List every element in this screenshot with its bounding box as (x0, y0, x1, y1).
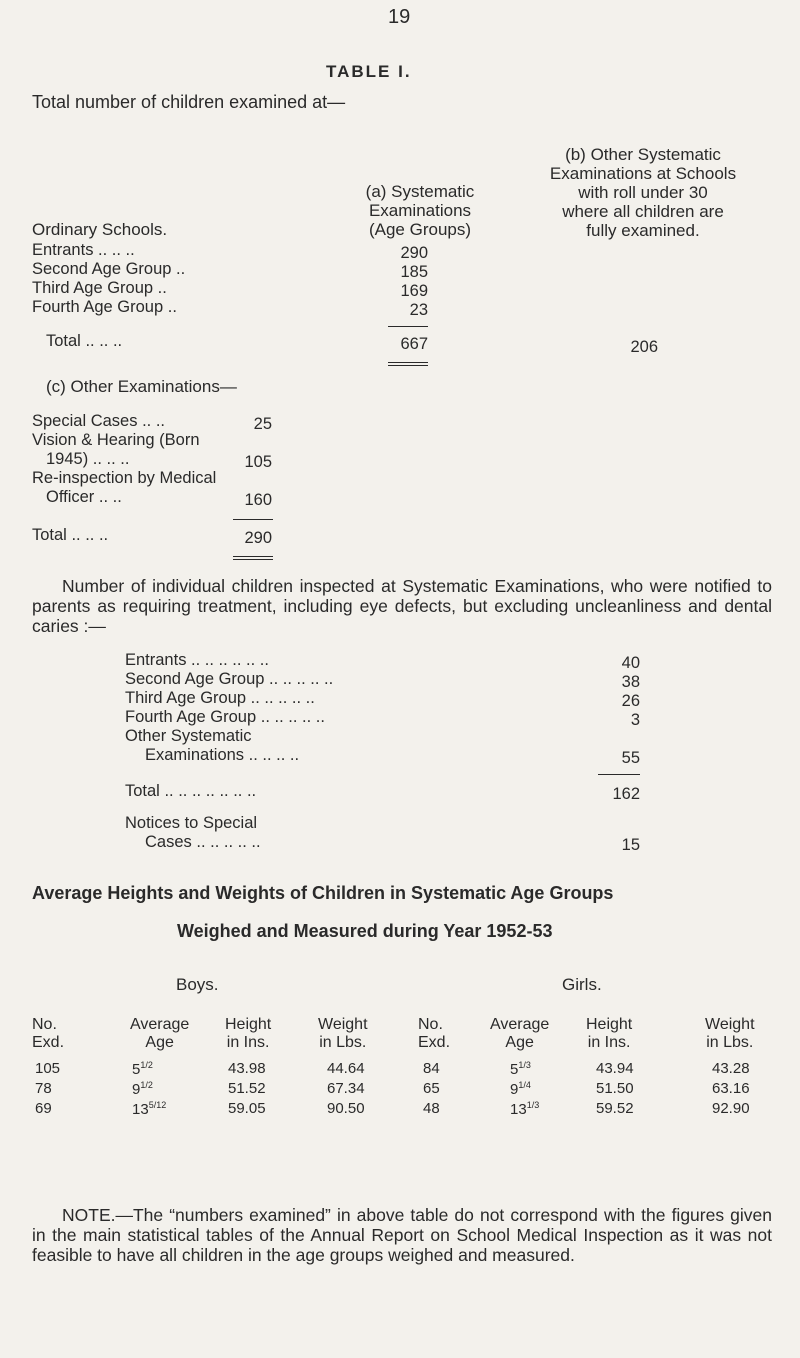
total-double-rule-1 (388, 362, 428, 363)
table-title: TABLE I. (326, 62, 412, 81)
age-whole: 9 (132, 1081, 141, 1098)
intro-text: Total number of children examined at— (32, 92, 346, 112)
hw-cell-girls-height: 51.50 (596, 1080, 634, 1097)
treat-label-second: Second Age Group .. .. .. .. .. (125, 670, 334, 688)
treat-label-entrants: Entrants .. .. .. .. .. .. (125, 651, 269, 669)
value-reinspection: 160 (244, 491, 272, 509)
treat-value-other: 55 (621, 749, 640, 767)
row-label-entrants: Entrants .. .. .. (32, 241, 135, 259)
boys-weight-header: Weight in Lbs. (318, 1016, 368, 1051)
boys-height-header: Height in Ins. (225, 1016, 272, 1051)
girls-label: Girls. (562, 975, 602, 994)
treat-subtotal-rule (598, 774, 640, 775)
row-label-other-total: Total .. .. .. (32, 526, 109, 544)
treat-value-fourth: 3 (630, 711, 640, 729)
hw-cell-girls-age (510, 1100, 539, 1118)
other-double-rule-2 (233, 559, 273, 560)
hw-cell-girls-age (510, 1080, 531, 1098)
heights-heading-1: Average Heights and Weights of Children in Systematic Age Groups (32, 883, 614, 903)
column-b-line4: where all children are (562, 202, 724, 221)
row-label-second-age-group: Second Age Group .. (32, 260, 186, 278)
value-special-cases: 25 (253, 415, 272, 433)
treat-value-total: 162 (612, 785, 640, 803)
hw-cell-girls-height: 59.52 (596, 1100, 634, 1117)
hw-cell-boys-weight: 90.50 (327, 1100, 365, 1117)
value-total-a: 667 (400, 335, 428, 353)
hw-cell-girls-no: 65 (423, 1080, 440, 1097)
age-whole: 13 (132, 1101, 149, 1118)
page-number: 19 (388, 6, 411, 28)
hw-cell-girls-no: 84 (423, 1060, 440, 1077)
hw-cell-boys-weight: 67.34 (327, 1080, 365, 1097)
girls-height-header: Height in Ins. (586, 1016, 633, 1051)
column-b-line5: fully examined. (586, 221, 700, 240)
hw-cell-boys-age (132, 1100, 166, 1118)
column-b-line3: with roll under 30 (578, 183, 708, 202)
hw-cell-boys-no: 105 (35, 1060, 61, 1077)
row-label-total: Total .. .. .. (46, 332, 123, 350)
other-exams-heading: (c) Other Examinations— (46, 377, 237, 396)
hw-cell-girls-weight: 63.16 (712, 1080, 750, 1097)
girls-weight-header: Weight in Lbs. (705, 1016, 755, 1051)
age-fraction: 1/2 (140, 1080, 153, 1090)
row-label-vision-hearing: Vision & Hearing (Born (32, 431, 200, 449)
note-paragraph: NOTE.—The “numbers examined” in above table do not correspond with the figures given in the main statistical tables of the Annual Report on School Medical Inspection as it was not feasible to have all children in the age groups weighed and measured. (32, 1205, 772, 1265)
treat-label-other-2: Examinations .. .. .. .. (145, 746, 300, 764)
age-fraction: 5/12 (148, 1100, 167, 1110)
hw-cell-boys-no: 78 (35, 1080, 52, 1097)
boys-label: Boys. (176, 975, 219, 994)
hw-cell-girls-age (510, 1060, 531, 1078)
column-b-line1: (b) Other Systematic (565, 145, 721, 164)
value-third-age-group: 169 (400, 282, 428, 300)
treat-label-fourth: Fourth Age Group .. .. .. .. .. (125, 708, 325, 726)
age-fraction: 1/3 (526, 1100, 540, 1110)
row-label-third-age-group: Third Age Group .. (32, 279, 167, 297)
value-vision-hearing: 105 (244, 453, 272, 471)
hw-cell-girls-height: 43.94 (596, 1060, 634, 1077)
age-fraction: 1/3 (518, 1060, 531, 1070)
value-total-b: 206 (630, 338, 658, 356)
hw-cell-girls-no: 48 (423, 1100, 440, 1117)
hw-cell-boys-height: 43.98 (228, 1060, 266, 1077)
treat-value-third: 26 (621, 692, 640, 710)
boys-no-header: No. Exd. (32, 1016, 65, 1051)
value-other-total: 290 (244, 529, 272, 547)
treat-value-second: 38 (621, 673, 640, 691)
age-whole: 5 (510, 1061, 519, 1078)
girls-no-header: No. Exd. (418, 1016, 451, 1051)
hw-cell-boys-weight: 44.64 (327, 1060, 365, 1077)
row-label-vision-hearing-2: 1945) .. .. .. (46, 450, 130, 468)
value-second-age-group: 185 (400, 263, 428, 281)
treat-value-entrants: 40 (621, 654, 640, 672)
hw-cell-girls-weight: 43.28 (712, 1060, 750, 1077)
treat-label-other: Other Systematic (125, 727, 252, 745)
column-a-line3: (Age Groups) (368, 220, 472, 239)
age-whole: 9 (510, 1081, 519, 1098)
hw-cell-boys-no: 69 (35, 1100, 52, 1117)
treat-label-notices: Notices to Special (125, 814, 258, 832)
value-fourth-age-group: 23 (409, 301, 428, 319)
subtotal-rule (388, 326, 428, 327)
row-label-special-cases: Special Cases .. .. (32, 412, 165, 430)
row-label-fourth-age-group: Fourth Age Group .. (32, 298, 177, 316)
age-fraction: 1/4 (518, 1080, 531, 1090)
hw-cell-boys-height: 51.52 (228, 1080, 266, 1097)
treat-label-third: Third Age Group .. .. .. .. .. (125, 689, 315, 707)
treat-label-total: Total .. .. .. .. .. .. .. (125, 782, 257, 800)
hw-cell-boys-age (132, 1080, 153, 1098)
hw-cell-girls-weight: 92.90 (712, 1100, 750, 1117)
hw-cell-boys-height: 59.05 (228, 1100, 266, 1117)
ordinary-schools-label: Ordinary Schools. (32, 220, 168, 239)
age-whole: 13 (510, 1101, 527, 1118)
age-whole: 5 (132, 1061, 141, 1078)
row-label-reinspection-2: Officer .. .. (46, 488, 122, 506)
girls-age-header: Average Age (490, 1016, 550, 1051)
heights-heading-2: Weighed and Measured during Year 1952-53 (177, 921, 553, 941)
hw-cell-boys-age (132, 1060, 153, 1078)
treat-label-notices-2: Cases .. .. .. .. .. (145, 833, 261, 851)
column-b-line2: Examinations at Schools (549, 164, 737, 183)
age-fraction: 1/2 (140, 1060, 153, 1070)
column-a-line2: Examinations (368, 201, 472, 220)
column-a-header (310, 182, 530, 239)
column-a-line1: (a) Systematic (365, 182, 475, 201)
total-double-rule-2 (388, 365, 428, 366)
other-double-rule-1 (233, 556, 273, 557)
column-b-header (508, 145, 778, 240)
value-entrants: 290 (400, 244, 428, 262)
treat-value-notices: 15 (621, 836, 640, 854)
row-label-reinspection: Re-inspection by Medical (32, 469, 217, 487)
treatment-paragraph: Number of individual children inspected at Systematic Examinations, who were notified to parents as requiring treatment, including eye defects, but excluding uncleanliness and dental caries :— (32, 576, 772, 636)
other-subtotal-rule (233, 519, 273, 520)
boys-age-header: Average Age (130, 1016, 190, 1051)
